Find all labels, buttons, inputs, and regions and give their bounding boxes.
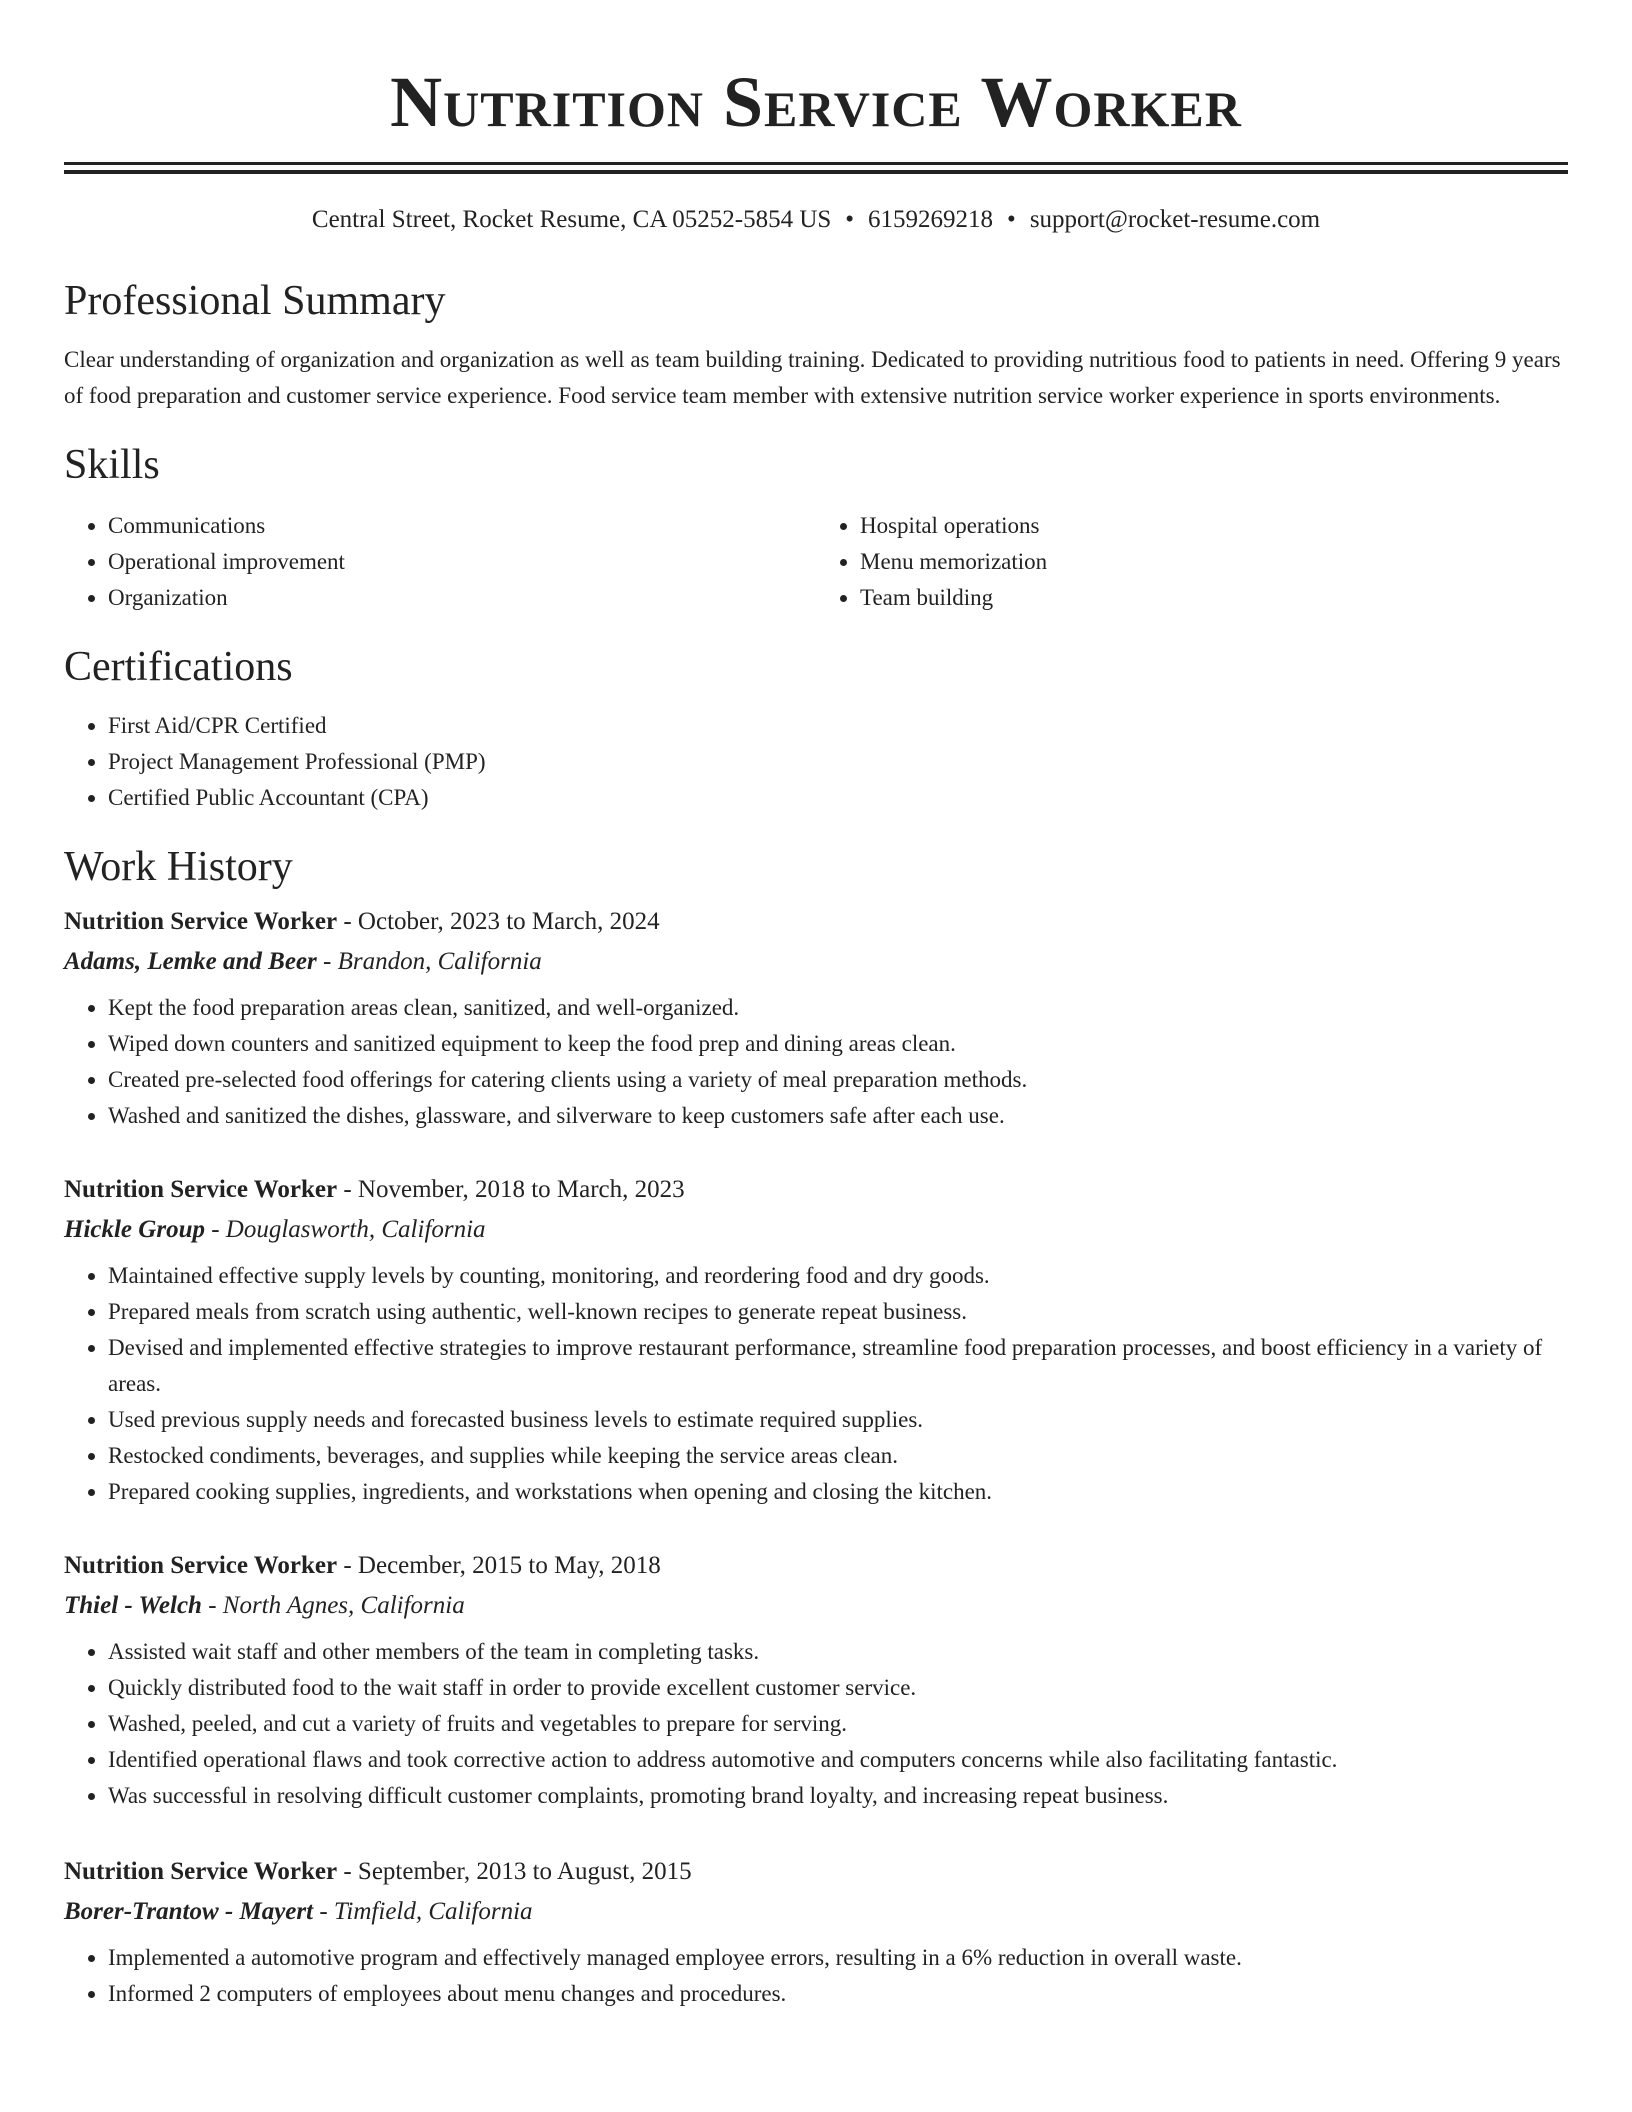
job-dates: - October, 2023 to March, 2024 (337, 908, 660, 935)
job-duty: • Wiped down counters and sanitized equipment to keep the food prep and dining areas clean. (108, 1026, 1568, 1062)
skill-item: • Operational improvement (108, 544, 816, 580)
skill-item: • Team building (860, 580, 1568, 616)
job-duty: • Quickly distributed food to the wait staff in order to provide excellent customer service. (108, 1670, 1568, 1706)
job-dates: - November, 2018 to March, 2023 (337, 1176, 685, 1203)
certification-item: • First Aid/CPR Certified (108, 708, 1568, 744)
job-duties (64, 1940, 1568, 2012)
job-duty: • Implemented a automotive program and effectively managed employee errors, resulting in a 6% reduction in overall waste. (108, 1940, 1568, 1976)
job-dates: - December, 2015 to May, 2018 (337, 1552, 661, 1579)
job-duty: • Created pre-selected food offerings for catering clients using a variety of meal preparation methods. (108, 1062, 1568, 1098)
job-role: Nutrition Service Worker (64, 1176, 338, 1203)
contact-address: Central Street, Rocket Resume, CA 05252-5854 US (311, 206, 832, 233)
job-location: - Timfield, California (313, 1898, 533, 1925)
job-duty: • Assisted wait staff and other members of the team in completing tasks. (108, 1634, 1568, 1670)
job-header (64, 902, 1568, 942)
skills-heading: Skills (64, 442, 160, 488)
job-company: Hickle Group (64, 1216, 205, 1243)
job-employer (64, 1586, 1568, 1626)
job-entry (64, 1170, 1568, 1510)
job-company: Borer-Trantow - Mayert (64, 1898, 314, 1925)
skill-item: • Communications (108, 508, 816, 544)
certification-item: • Certified Public Accountant (CPA) (108, 780, 1568, 816)
job-header (64, 1546, 1568, 1586)
job-duties (64, 1258, 1568, 1510)
skill-item: • Hospital operations (860, 508, 1568, 544)
job-employer (64, 1210, 1568, 1250)
job-location: - Brandon, California (316, 948, 542, 975)
certifications-list (64, 708, 1568, 816)
job-duty: • Informed 2 computers of employees about menu changes and procedures. (108, 1976, 1568, 2012)
job-role: Nutrition Service Worker (64, 1552, 338, 1579)
job-duty: • Used previous supply needs and forecasted business levels to estimate required supplies. (108, 1402, 1568, 1438)
contact-separator: • (1007, 206, 1016, 233)
job-company: Adams, Lemke and Beer (64, 948, 317, 975)
job-company: Thiel - Welch (64, 1592, 202, 1619)
job-entry (64, 1852, 1568, 2012)
skills-column-left (64, 508, 816, 616)
job-duty: • Was successful in resolving difficult customer complaints, promoting brand loyalty, and increasing repeat business. (108, 1778, 1568, 1814)
job-dates: - September, 2013 to August, 2015 (337, 1858, 692, 1885)
certification-item: • Project Management Professional (PMP) (108, 744, 1568, 780)
job-duties (64, 990, 1568, 1134)
contact-email: support@rocket-resume.com (1029, 206, 1321, 233)
job-duties (64, 1634, 1568, 1814)
candidate-name: Nutrition Service Worker (390, 62, 1242, 142)
job-entry (64, 902, 1568, 1134)
job-employer (64, 1892, 1568, 1932)
contact-phone: 6159269218 (868, 206, 994, 233)
skill-item: • Organization (108, 580, 816, 616)
summary-heading: Professional Summary (64, 278, 446, 324)
job-location: - North Agnes, California (201, 1592, 465, 1619)
job-header (64, 1852, 1568, 1892)
summary-text: Clear understanding of organization and organization as well as team building training. Dedicated to providing nutritious food to patients in need. Offering 9 years of food preparation and customer service experience. Food service team member with extensive nutrition service worker experience in sports environments. (64, 347, 1561, 408)
job-location: - Douglasworth, California (204, 1216, 486, 1243)
skill-item: • Menu memorization (860, 544, 1568, 580)
contact-separator: • (845, 206, 855, 233)
job-employer (64, 942, 1568, 982)
header-divider (64, 162, 1568, 174)
job-duty: • Prepared meals from scratch using authentic, well-known recipes to generate repeat business. (108, 1294, 1568, 1330)
job-role: Nutrition Service Worker (64, 908, 338, 935)
contact-line (64, 204, 1568, 236)
job-duty: • Maintained effective supply levels by counting, monitoring, and reordering food and dry goods. (108, 1258, 1568, 1294)
skills-column-right (816, 508, 1568, 616)
job-duty: • Prepared cooking supplies, ingredients, and workstations when opening and closing the kitchen. (108, 1474, 1568, 1510)
job-header (64, 1170, 1568, 1210)
job-duty: • Restocked condiments, beverages, and supplies while keeping the service areas clean. (108, 1438, 1568, 1474)
job-duty: • Kept the food preparation areas clean, sanitized, and well-organized. (108, 990, 1568, 1026)
job-duty: • Devised and implemented effective strategies to improve restaurant performance, streamline food preparation processes, and boost efficiency in a variety of areas. (108, 1330, 1568, 1402)
job-duty: • Washed, peeled, and cut a variety of fruits and vegetables to prepare for serving. (108, 1706, 1568, 1742)
job-role: Nutrition Service Worker (64, 1858, 338, 1885)
job-duty: • Washed and sanitized the dishes, glassware, and silverware to keep customers safe after each use. (108, 1098, 1568, 1134)
skills-list (64, 508, 1568, 616)
work-history-heading: Work History (64, 844, 293, 890)
certifications-heading: Certifications (64, 644, 293, 690)
job-entry (64, 1546, 1568, 1814)
job-duty: • Identified operational flaws and took corrective action to address automotive and computers concerns while also facilitating fantastic. (108, 1742, 1568, 1778)
